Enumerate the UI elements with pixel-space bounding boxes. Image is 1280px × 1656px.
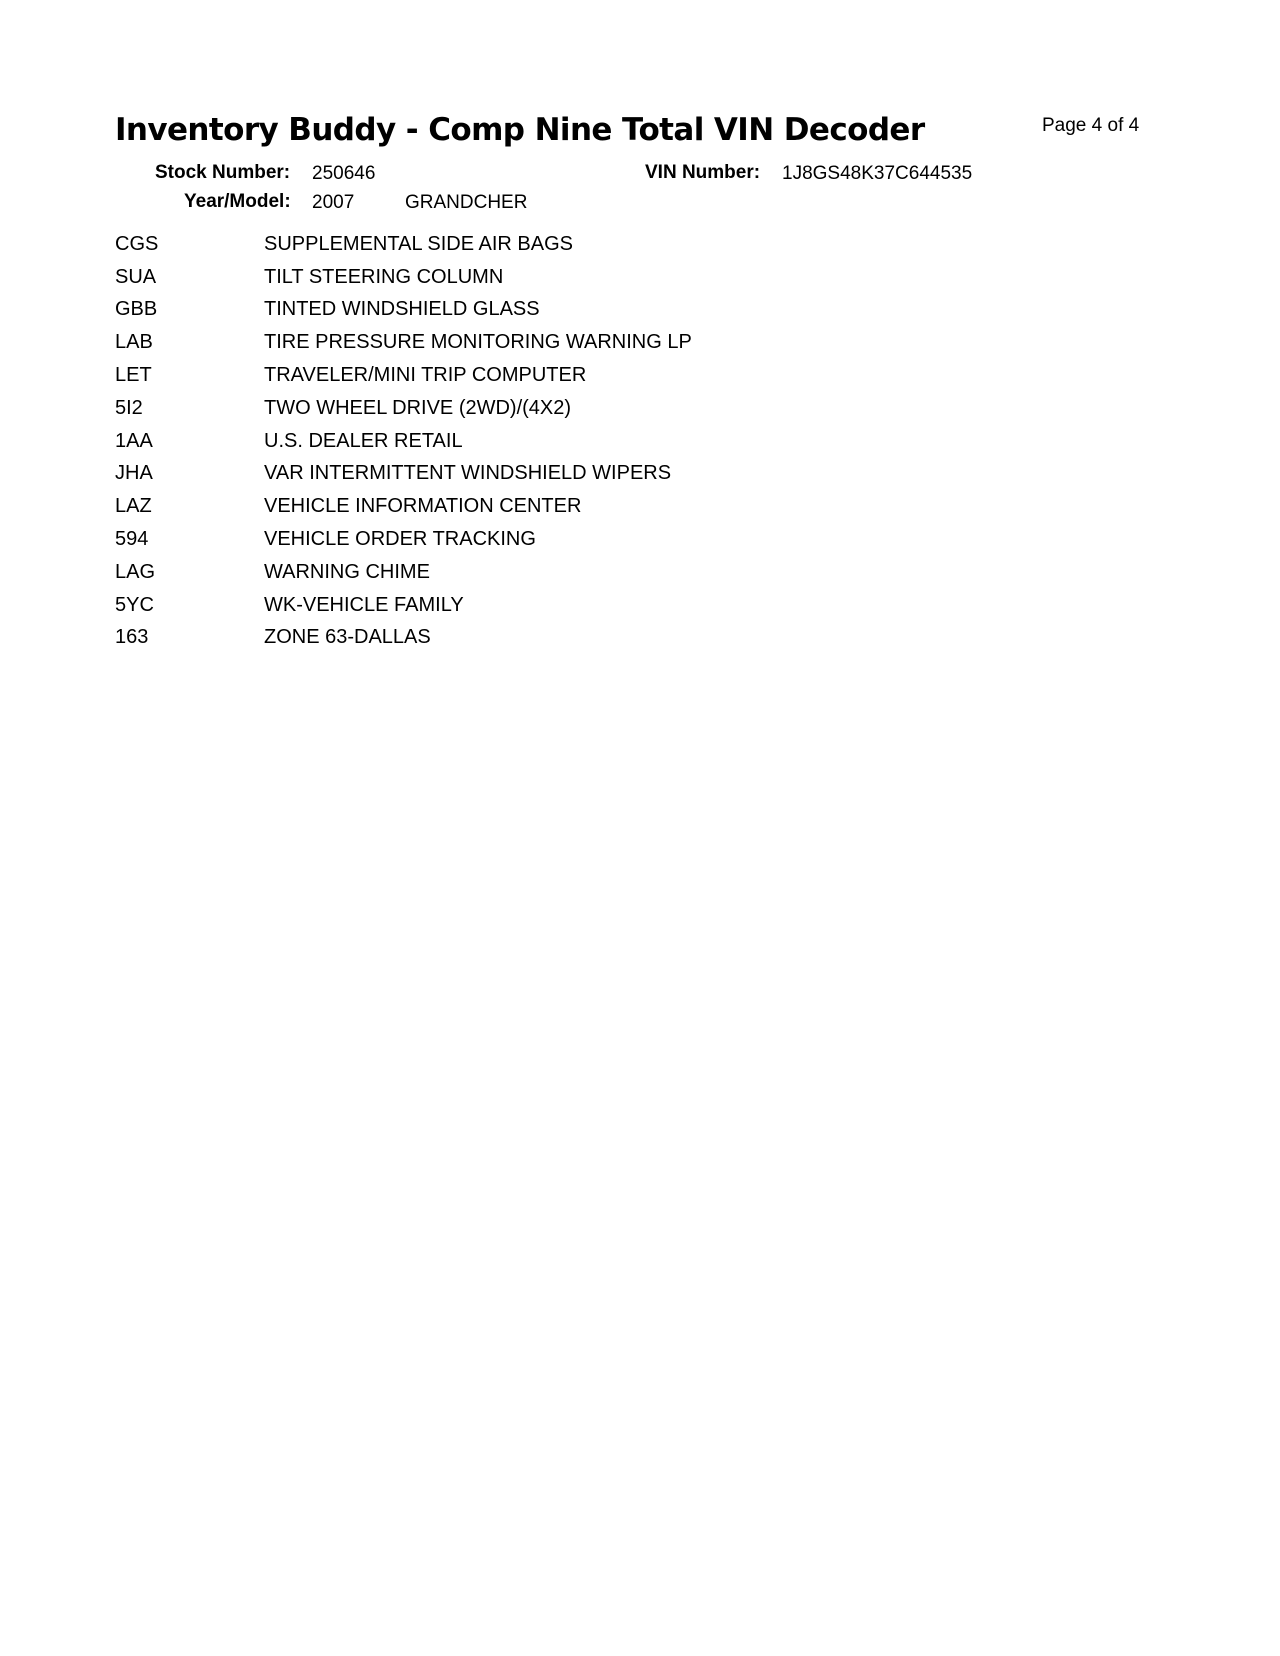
option-code: 163	[115, 626, 149, 649]
option-description: TINTED WINDSHIELD GLASS	[264, 298, 540, 321]
option-description: ZONE 63-DALLAS	[264, 626, 431, 649]
option-code: LAG	[115, 560, 156, 583]
page-indicator: Page 4 of 4	[1042, 115, 1140, 136]
stock-number-value: 250646	[312, 163, 376, 184]
option-description: TILT STEERING COLUMN	[264, 265, 504, 288]
vin-number-label: VIN Number:	[645, 162, 761, 183]
option-description: U.S. DEALER RETAIL	[264, 429, 463, 452]
option-code: LAZ	[115, 495, 152, 518]
option-code-row	[115, 392, 915, 425]
option-code-row	[115, 294, 915, 327]
model-value: GRANDCHER	[405, 192, 528, 213]
option-code-row	[115, 261, 915, 294]
option-description: TIRE PRESSURE MONITORING WARNING LP	[264, 331, 692, 354]
option-code: 1AA	[115, 429, 153, 452]
option-description: TRAVELER/MINI TRIP COMPUTER	[264, 364, 587, 387]
option-code-row	[115, 359, 915, 392]
option-code: CGS	[115, 232, 159, 255]
option-description: VAR INTERMITTENT WINDSHIELD WIPERS	[264, 462, 672, 485]
option-code-row	[115, 425, 915, 458]
option-code: LAB	[115, 331, 153, 354]
option-description: SUPPLEMENTAL SIDE AIR BAGS	[264, 232, 573, 255]
year-value: 2007	[312, 192, 355, 213]
vin-number-value: 1J8GS48K37C644535	[782, 163, 973, 184]
option-description: VEHICLE INFORMATION CENTER	[264, 495, 582, 518]
option-code-row	[115, 523, 915, 556]
option-code-row	[115, 228, 915, 261]
option-code-row	[115, 589, 915, 622]
year-model-label: Year/Model:	[184, 191, 291, 212]
option-description: WARNING CHIME	[264, 560, 430, 583]
option-description: WK-VEHICLE FAMILY	[264, 593, 464, 616]
stock-number-label: Stock Number:	[155, 162, 291, 183]
option-code: 594	[115, 528, 149, 551]
option-code-list	[115, 228, 915, 654]
option-description: VEHICLE ORDER TRACKING	[264, 528, 536, 551]
option-code: SUA	[115, 265, 157, 288]
option-code-row	[115, 622, 915, 655]
option-code: 5YC	[115, 593, 154, 616]
option-code: LET	[115, 364, 152, 387]
option-description: TWO WHEEL DRIVE (2WD)/(4X2)	[264, 396, 572, 419]
document-title: Inventory Buddy - Comp Nine Total VIN Decoder	[115, 112, 925, 148]
option-code: JHA	[115, 462, 153, 485]
option-code-row	[115, 326, 915, 359]
option-code-row	[115, 556, 915, 589]
option-code-row	[115, 490, 915, 523]
option-code: GBB	[115, 298, 158, 321]
option-code: 5I2	[115, 396, 143, 419]
option-code-row	[115, 458, 915, 491]
